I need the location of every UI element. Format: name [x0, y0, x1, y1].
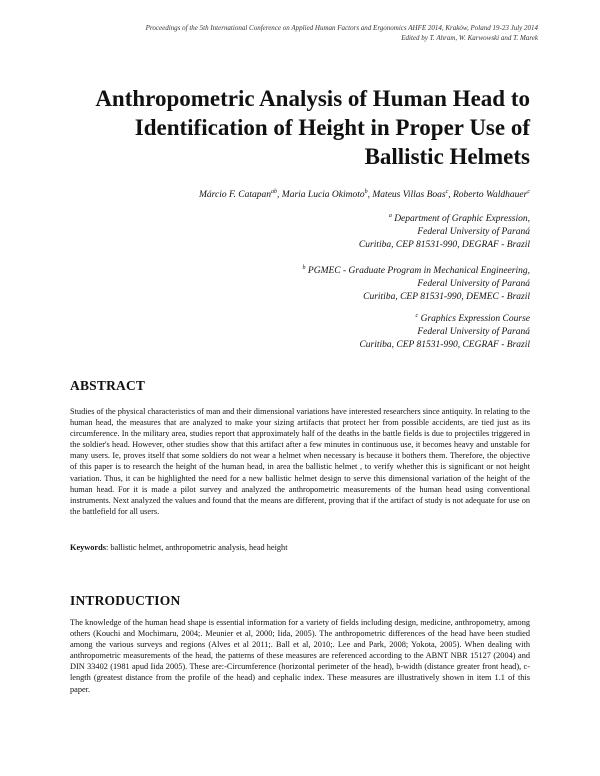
keywords-text: : ballistic helmet, anthropometric analysis, head height [105, 543, 288, 552]
keywords-label: Keywords [70, 543, 106, 552]
affiliation-c [230, 310, 530, 352]
paper-title [70, 84, 530, 171]
title-line-3: Ballistic Helmets [364, 144, 530, 169]
affiliation-sup: a [388, 213, 392, 219]
author-sup: ab [271, 189, 278, 195]
affiliation-line: Curitiba, CEP 81531-990, DEGRAF - Brazil [358, 240, 530, 251]
affiliation-line: Graphics Expression Course [420, 314, 530, 325]
affiliation-line: Department of Graphic Expression, [394, 214, 530, 225]
author-sup: c [527, 189, 530, 195]
author-name: Márcio F. Catapan [198, 190, 272, 201]
abstract-text: Studies of the physical characteristics of man and their dimensional variations have interested researchers since antiquity. In relating to the human head, the measures that are analyzed to make your sizing artifacts that protect her from possible accidents, are tied just as its circumference. In the military area, studies report that approximately half of the deaths in the battle fields is due to projectiles triggered in the soldier's head. However, other studies show that this artifact after a few minutes in continuous use, it becomes heavy and unstable for many users. Ie, proves itself that some soldiers do not wear a helmet when necessary is because it bothers them. Therefore, the objective of this paper is to research the height of the human head, in area the ballistic helmet , to verify whether this is significant or not height variation. Thus, it can be highlighted the need for a new ballistic helmet design to serve this dimensional variation of the height of the human head. For it is made a pilot survey and analyzed the anthropometric measurements of the human head using conventional instruments. Next analyzed the values and found that the means are different, proving that if the artifact of study is not adequate for use on the battlefield for all users. [70, 407, 530, 516]
author-sup: b [364, 189, 368, 195]
affiliation-a [230, 210, 530, 252]
introduction-heading: INTRODUCTION [70, 593, 181, 608]
keywords [70, 542, 530, 553]
title-line-1: Anthropometric Analysis of Human Head to [95, 86, 530, 111]
affiliation-sup: b [302, 265, 306, 271]
author-name: Mateus Villas Boas [372, 190, 446, 201]
running-head-line-1: Proceedings of the 5th International Conference on Applied Human Factors and Ergonomics AHFE 2014, Kraków, Poland 19-23 July 2014 [145, 24, 538, 32]
abstract-heading: ABSTRACT [70, 378, 146, 393]
author-name: Roberto Waldhauer [453, 190, 528, 201]
author-list: Márcio F. Catapan$^{ab}$, Maria Lucia Okimoto$^b$, Mateus Villas Boas$^c$, Roberto Waldhauer$^c$ [198, 189, 530, 201]
introduction-text: The knowledge of the human head shape is essential information for a variety of fields including design, medicine, anthropometry, among others (Kouchi and Mochimaru, 2004;. Meunier et al, 2000; Iida, 2005). The anthropometric differences of the head have been studied among the various surveys and regions (Alves et al 2011;. Ball et al, 2010;. Lee and Park, 2008; Yokota, 2005). When dealing with anthropometric measurements of the head, the patterns of these measures are referenced according to the ABNT NBR 15127 (2004) and DIN 33402 (1981 apud Iida 2005). These are:-Circumference (horizontal perimeter of the head), b-width (distance greater front head), c-length (greatest distance from the profile of the head) and cephalic index. These measures are illustratively shown in item 1.1 of this paper. [70, 618, 530, 694]
affiliation-line: PGMEC - Graduate Program in Mechanical Engineering, [307, 266, 530, 277]
affiliation-line: Curitiba, CEP 81531-990, CEGRAF - Brazil [359, 340, 530, 351]
affiliation-line: Federal University of Paraná [417, 279, 530, 290]
running-head-line-2: Edited by T. Ahram, W. Karwowski and T. Marek [401, 33, 538, 42]
affiliation-line: Federal University of Paraná [417, 227, 530, 238]
affiliation-b [230, 262, 530, 304]
affiliation-line: Curitiba, CEP 81531-990, DEMEC - Brazil [363, 292, 530, 303]
running-head [58, 24, 538, 43]
title-line-2: Identification of Height in Proper Use of [134, 115, 530, 140]
author-sup: c [445, 189, 449, 195]
affiliation-sup: c [415, 313, 419, 319]
affiliation-line: Federal University of Paraná [417, 327, 530, 338]
author-name: Maria Lucia Okimoto [281, 190, 365, 201]
